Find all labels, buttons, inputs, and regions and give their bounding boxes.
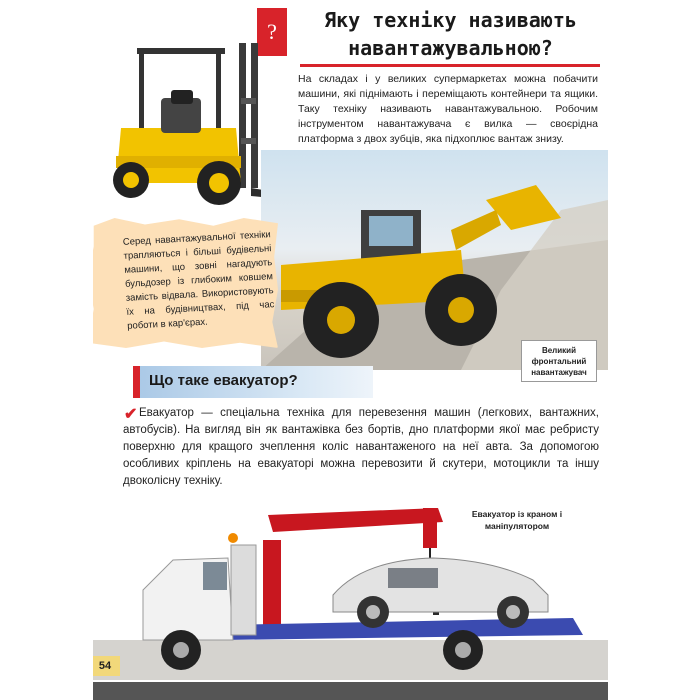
intro-paragraph: На складах і у великих супермаркетах можна побачити машини, які піднімають і переміщають контейнери та ящики. Таку техніку називають навантажувальною. Робочим інструментом навантажувача є вилка — своєрідна платформа з двох зубців, яка підхоплює вантаж знизу. (298, 73, 598, 145)
page-title: Яку техніку називають навантажувальною? (324, 8, 577, 60)
loader-caption: Великий фронтальний навантажувач (521, 340, 597, 382)
question-badge: ? (257, 8, 287, 56)
section-body: Евакуатор — спеціальна техніка для перевезення машин (легкових, вантажних, автобусів). На вигляд він як вантажівка без бортів, дно платформи якої має ребристу поверхню для кращого зчеплення коліс навантаженого на неї авта. За допомогою особливих кріплень на евакуаторі можна перевозити й скутери, мотоцикли та іншу двоколісну техніку. (123, 407, 599, 487)
section-header-mark (133, 366, 140, 398)
bottom-strip (93, 682, 608, 700)
page-number: 54 (93, 656, 120, 676)
book-page (93, 0, 608, 700)
tow-truck-image (133, 500, 603, 680)
title-underline (300, 64, 600, 67)
section-title: Що таке евакуатор? (149, 372, 298, 389)
tow-truck-caption: Евакуатор із краном і маніпулятором (471, 509, 563, 531)
checkmark-icon: ✔ (124, 406, 138, 423)
note-text: Серед навантажувальної техніки трапляються і більші будівельні машини, що зовні нагадують бульдозер із глибоким ковшем замість відвала. Використовують їх на будівництвах, під час роботи в кар'єрах. (122, 229, 275, 332)
